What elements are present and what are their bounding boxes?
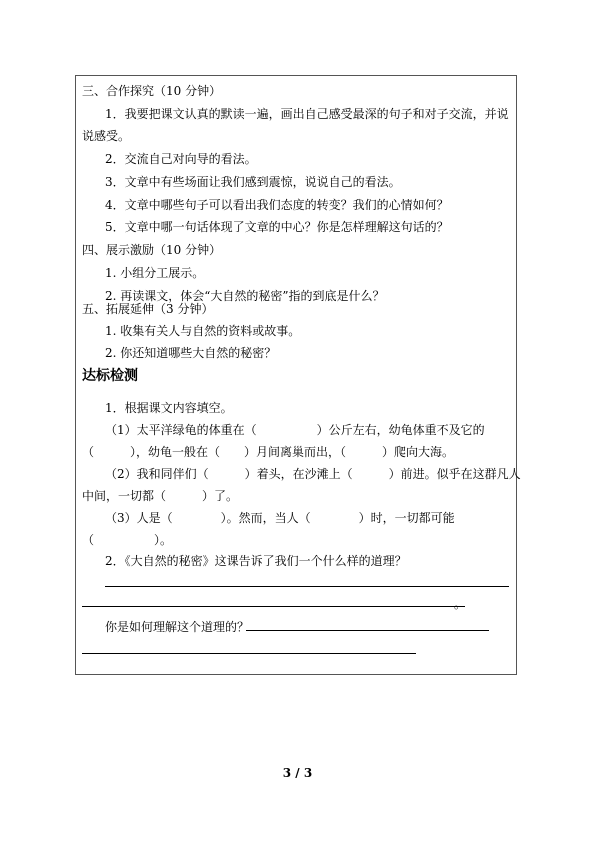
section5-title: 五、拓展延伸（3 分钟） [82, 302, 214, 316]
answer-end-mark: 。 [454, 597, 467, 611]
fill2-line2: 中间，一切都（ ）了。 [82, 489, 239, 503]
fill2-line1: （2）我和同伴们（ ）着头，在沙滩上（ ）前进。似乎在这群凡人 [105, 467, 521, 481]
answer-line-3[interactable] [246, 630, 489, 631]
answer-line-1[interactable] [105, 586, 509, 587]
s5-q2: 2. 你还知道哪些大自然的秘密？ [105, 346, 277, 360]
section3-title: 三、合作探究（10 分钟） [82, 84, 222, 98]
s4-q2: 2. 再读课文，体会“大自然的秘密”指的到底是什么？ [105, 289, 385, 303]
section4-title: 四、展示激励（10 分钟） [82, 243, 222, 257]
s3-q1-line1: 1．我要把课文认真的默读一遍，画出自己感受最深的句子和对子交流，并说 [105, 107, 509, 121]
s4-q1: 1. 小组分工展示。 [105, 266, 205, 280]
check-q2-title: 2．《大自然的秘密》这课告诉了我们一个什么样的道理？ [105, 554, 407, 568]
fill1-line2: （ ），幼龟一般在（ ）月间离巢而出，（ ）爬向大海。 [82, 445, 455, 459]
fill1-line1: （1）太平洋绿龟的体重在（ ）公斤左右，幼龟体重不及它的 [105, 423, 485, 437]
s3-q2: 2．交流自己对向导的看法。 [105, 152, 257, 166]
s3-q5: 5．文章中哪一句话体现了文章的中心？你是怎样理解这句话的？ [105, 220, 449, 234]
answer-line-4[interactable] [82, 653, 416, 654]
s5-q1: 1. 收集有关人与自然的资料或故事。 [105, 324, 301, 338]
page-number: 3 / 3 [282, 766, 313, 780]
s3-q3: 3．文章中有些场面让我们感到震惊，说说自己的看法。 [105, 175, 401, 189]
fill3-line2: （ ）。 [82, 533, 173, 547]
check-heading: 达标检测 [82, 368, 138, 384]
check-q3-title: 你是如何理解这个道理的？ [105, 620, 250, 634]
s3-q4: 4．文章中哪些句子可以看出我们态度的转变？我们的心情如何？ [105, 198, 449, 212]
answer-line-2[interactable] [82, 606, 465, 607]
check-q1-title: 1．根据课文内容填空。 [105, 401, 233, 415]
fill3-line1: （3）人是（ ）。然而，当人（ ）时，一切都可能 [105, 511, 455, 525]
s3-q1-line2: 说感受。 [82, 129, 131, 143]
